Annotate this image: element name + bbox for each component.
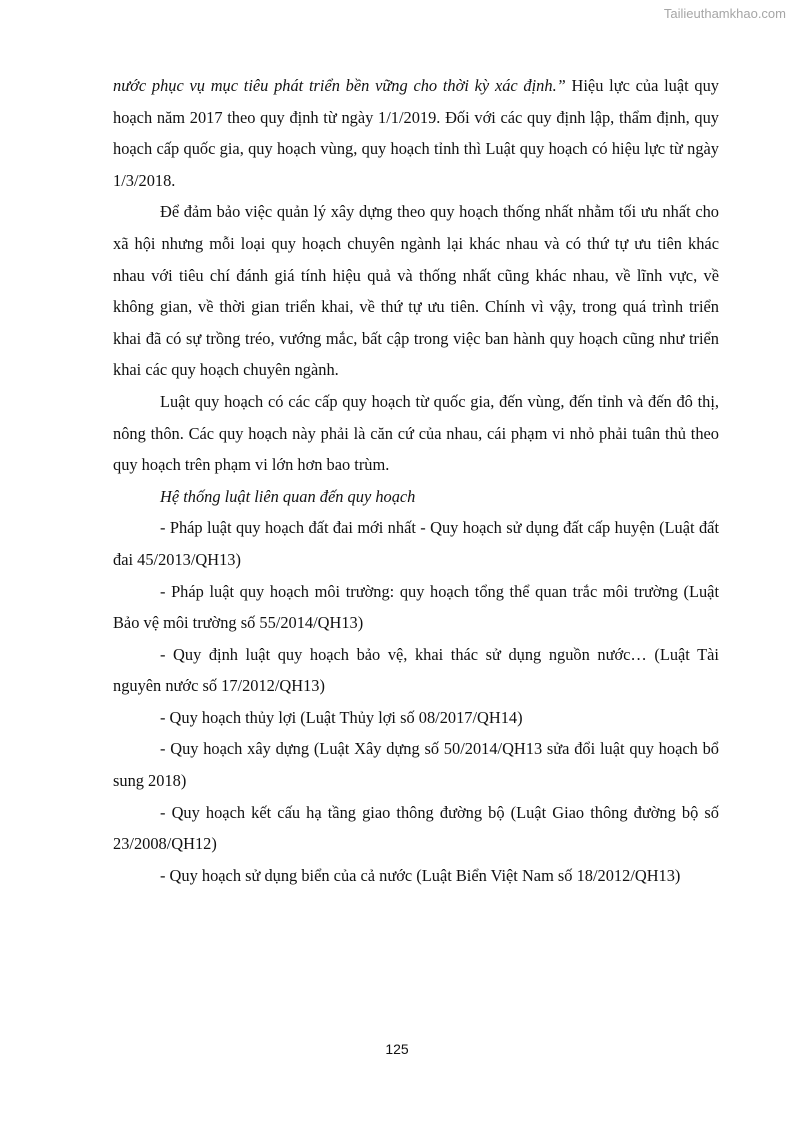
list-item: - Pháp luật quy hoạch môi trường: quy hoạch tổng thể quan trắc môi trường (Luật Bảo vệ môi trường số 55/2014/QH13) — [113, 581, 719, 633]
list-item: - Quy định luật quy hoạch bảo vệ, khai thác sử dụng nguồn nước… (Luật Tài nguyên nước số 17/2012/QH13) — [113, 644, 719, 696]
quote-text: nước phục vụ mục tiêu phát triển bền vững cho thời kỳ xác định.” — [113, 76, 566, 95]
paragraph-1-text: Hiệu lực của luật quy hoạch năm 2017 theo quy định từ ngày 1/1/2019. Đối với các quy định lập, thẩm định, quy hoạch cấp quốc gia, quy hoạch vùng, quy hoạch tỉnh thì Luật quy hoạch có hiệu lực từ ngày 1/3/2018. — [113, 76, 720, 190]
paragraph-2: Để đảm bảo việc quản lý xây dựng theo quy hoạch thống nhất nhằm tối ưu nhất cho xã hội nhưng mỗi loại quy hoạch chuyên ngành lại khác nhau và có thứ tự ưu tiên khác nhau với tiêu chí đánh giá tính hiệu quả và thống nhất cũng khác nhau, về lĩnh vực, về không gian, về thời gian triển khai, về thứ tự ưu tiên. Chính vì vậy, trong quá trình triển khai đã có sự trồng tréo, vướng mắc, bất cập trong việc ban hành quy hoạch cũng như triển khai các quy hoạch chuyên ngành. — [113, 202, 719, 380]
paragraph-3: Luật quy hoạch có các cấp quy hoạch từ quốc gia, đến vùng, đến tỉnh và đến đô thị, nông thôn. Các quy hoạch này phải là căn cứ của nhau, cái phạm vi nhỏ phải tuân thủ theo quy hoạch trên phạm vi lớn hơn bao trùm. — [113, 391, 719, 475]
list-item: - Quy hoạch kết cấu hạ tầng giao thông đường bộ (Luật Giao thông đường bộ số 23/2008/QH12) — [113, 802, 719, 854]
list-item: - Quy hoạch thủy lợi (Luật Thủy lợi số 08/2017/QH14) — [160, 707, 523, 727]
document-body — [113, 70, 719, 891]
list-item: - Quy hoạch xây dựng (Luật Xây dựng số 50/2014/QH13 sửa đổi luật quy hoạch bổ sung 2018) — [113, 739, 719, 791]
page-number: 125 — [385, 1041, 409, 1057]
section-heading: Hệ thống luật liên quan đến quy hoạch — [160, 486, 416, 506]
list-item: - Quy hoạch sử dụng biển của cả nước (Luật Biển Việt Nam số 18/2012/QH13) — [160, 865, 681, 885]
list-item: - Pháp luật quy hoạch đất đai mới nhất - Quy hoạch sử dụng đất cấp huyện (Luật đất đai 45/2013/QH13) — [113, 518, 719, 569]
watermark: Tailieuthamkhao.com — [663, 6, 786, 21]
paragraph-1 — [113, 70, 719, 196]
